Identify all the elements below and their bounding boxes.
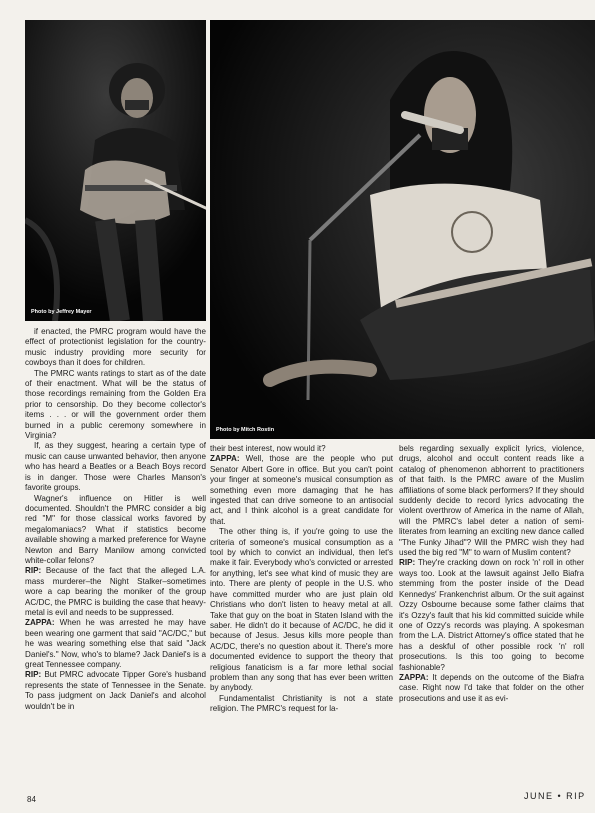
speaker-label: RIP: — [25, 670, 42, 680]
photo-credit-right: Photo by Mitch Rostin — [216, 427, 275, 433]
speaker-label: ZAPPA: — [399, 672, 429, 682]
article-paragraph: Wagner's influence on Hitler is well documented. Shouldn't the PMRC consider a big red "M" for those classical works favored by megalomaniacs? What if statistics become available showing a marked preference for Wayne Newton and Barry Manilow among convicted white-collar felons? — [25, 493, 206, 565]
photo-right-image — [210, 20, 595, 439]
interview-exchange — [25, 618, 206, 670]
interview-exchange — [399, 558, 584, 672]
article-paragraph: bels regarding sexually explicit lyrics, violence, drugs, alcohol and occult content reads like a catalog of phenomenon abhorrent to practitioners of that faith. Is the PMRC aware of the Muslim affiliations of some black performers? If they should suddenly decide to record lyrics advocating the violent overthrow of America in the name of Allah, will the PMRC's label deter a nation of semi-literates from learning an exciting new dance called "The Funky Jihad"? Will the PMRC wish they had used the big red "M" to warn of Muslim content? — [399, 444, 584, 558]
article-column-2 — [210, 444, 393, 715]
exchange-text: They're cracking down on rock 'n' roll in other ways too. Look at the lawsuit against Jello Biafra stemming from the poster inside of the Dead Kennedys' Frankenchrist album. Or the suit against Ozzy Osbourne because some father claims that it's Ozzy's fault that his kid committed suicide while one of Ozzy's records was playing. A spokesman from the L.A. District Attorney's office stated that he has a deskful of other possible rock 'n' roll prosecutions. Is this too going to become fashionable? — [399, 558, 584, 672]
article-paragraph: if enacted, the PMRC program would have the effect of protectionist legislation for the country-music industry providing more security for cowboys than it does for children. — [25, 327, 206, 368]
exchange-text: When he was arrested he may have been wearing one garment that said "AC/DC," but he was wearing something else that said "Jack Daniel's." Now, who's to blame? Jack Daniel's is a great Tennessee company. — [25, 618, 206, 669]
interview-exchange — [25, 566, 206, 618]
interview-exchange — [210, 454, 393, 527]
article-paragraph: If, as they suggest, hearing a certain type of music can cause unwanted behavior, then anyone who has heard a Beatles or a Beach Boys record is in danger. Those were Charles Manson's favorite groups. — [25, 441, 206, 493]
article-paragraph: The other thing is, if you're going to use the criteria of someone's musical consumption as a tool by which to convict an individual, then let's make it fair. Everybody who's convicted or arrested for anything, let's see what kind of music they are into. There are plenty of people in the U.S. who have committed murder who are just plain old Christians who don't listen to heavy metal at all. Take that guy on the boat in Staten Island with the saber. He didn't do it because of AC/DC, he did it because of Jesus. Jesus kills more people than AC/DC, there's no question about it. There's more documented evidence to support the theory that religious fanaticism is a far more lethal social problem than any song that has ever been written by anybody. — [210, 527, 393, 693]
speaker-label: ZAPPA: — [25, 618, 55, 628]
article-paragraph: The PMRC wants ratings to start as of the date of their enactment. What will be the status of those recordings remaining from the Golden Era prior to censorship. Do they become collector's items . . . or will the government order them burned in a public ceremony somewhere in Virginia? — [25, 368, 206, 441]
article-paragraph: Fundamentalist Christianity is not a state religion. The PMRC's request for la- — [210, 693, 393, 714]
article-column-3 — [399, 444, 584, 704]
article-column-1 — [25, 327, 206, 712]
exchange-text: It depends on the outcome of the Biafra case. Right now I'd take that folder on the other prosecutions and use it as evi- — [399, 672, 584, 703]
photo-guitarist-left — [25, 20, 206, 321]
page-number: 84 — [27, 795, 36, 804]
exchange-text: But PMRC advocate Tipper Gore's husband represents the state of Tennessee in the Senate. To pass judgment on Jack Daniel's and alcohol wouldn't be in — [25, 670, 206, 711]
interview-exchange — [399, 673, 584, 704]
speaker-label: ZAPPA: — [210, 454, 240, 464]
exchange-text: Because of the fact that the alleged L.A. mass murderer–the Night Stalker–sometimes wore a cap bearing the moniker of the group AC/DC, the PMRC is building the case that heavy-metal is evil and needs to be suppressed. — [25, 566, 207, 617]
exchange-text: Well, those are the people who put Senator Albert Gore in office. But you can't point your finger at someone's musical consumption as something even more damaging that he has ingested that can drive someone to an antisocial act, and I think alcohol is a great candidate for that. — [210, 454, 393, 526]
interview-exchange — [25, 670, 206, 712]
running-footer: JUNE • RIP — [524, 791, 586, 801]
photo-credit-left: Photo by Jeffrey Mayer — [31, 309, 92, 315]
photo-performer-microphone — [210, 20, 595, 439]
article-paragraph: their best interest, now would it? — [210, 444, 326, 453]
speaker-label: RIP: — [399, 558, 416, 568]
photo-left-image — [25, 20, 206, 321]
speaker-label: RIP: — [25, 566, 42, 576]
